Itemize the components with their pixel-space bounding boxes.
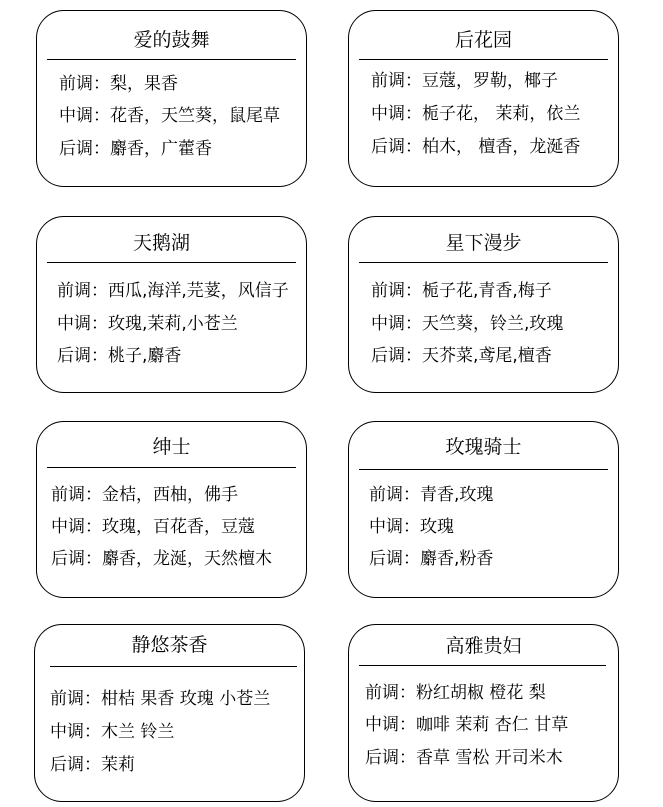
card-title: 玫瑰骑士 bbox=[445, 436, 522, 458]
middle-note bbox=[369, 516, 454, 538]
base-note-label: 后调： bbox=[50, 755, 101, 775]
card-title: 天鹅湖 bbox=[132, 232, 190, 254]
perfume-card-5 bbox=[36, 421, 307, 598]
base-note bbox=[57, 345, 181, 367]
top-note-value: 西瓜,海洋,芫荽，风信子 bbox=[108, 281, 289, 301]
card-title: 后花园 bbox=[454, 29, 512, 51]
top-note-value: 梨，果香 bbox=[110, 74, 178, 94]
title-divider bbox=[50, 666, 297, 667]
card-title: 绅士 bbox=[152, 436, 191, 458]
perfume-card-2 bbox=[348, 10, 619, 187]
top-note-label: 前调： bbox=[51, 485, 102, 505]
base-note-value: 柏木， 檀香，龙涎香 bbox=[422, 137, 581, 157]
card-title: 爱的鼓舞 bbox=[133, 29, 210, 51]
base-note bbox=[51, 548, 272, 570]
top-note bbox=[369, 484, 493, 506]
perfume-card-6 bbox=[348, 421, 619, 598]
middle-note-value: 玫瑰 bbox=[420, 517, 454, 537]
title-divider bbox=[359, 469, 608, 470]
middle-note-value: 木兰 铃兰 bbox=[101, 722, 175, 742]
top-note-label: 前调： bbox=[50, 689, 101, 709]
middle-note-value: 玫瑰,茉莉,小苍兰 bbox=[108, 314, 238, 334]
base-note-label: 后调： bbox=[369, 549, 420, 569]
top-note bbox=[371, 280, 552, 302]
middle-note bbox=[59, 105, 280, 127]
top-note-label: 前调： bbox=[371, 71, 422, 91]
base-note-value: 香草 雪松 开司米木 bbox=[416, 748, 563, 768]
base-note-value: 茉莉 bbox=[101, 755, 135, 775]
middle-note-value: 天竺葵，铃兰,玫瑰 bbox=[422, 314, 564, 334]
perfume-card-7 bbox=[34, 624, 305, 802]
base-note-label: 后调： bbox=[57, 346, 108, 366]
title-divider bbox=[359, 262, 608, 263]
top-note-label: 前调： bbox=[365, 683, 416, 703]
top-note-label: 前调： bbox=[59, 74, 110, 94]
card-title: 高雅贵妇 bbox=[445, 635, 522, 657]
middle-note-label: 中调： bbox=[365, 715, 416, 735]
top-note bbox=[50, 688, 270, 710]
top-note bbox=[57, 280, 289, 302]
perfume-card-4 bbox=[348, 216, 619, 393]
middle-note-label: 中调： bbox=[369, 517, 420, 537]
middle-note bbox=[365, 714, 568, 736]
middle-note bbox=[371, 103, 580, 125]
top-note-value: 金桔，西柚，佛手 bbox=[102, 485, 238, 505]
middle-note-label: 中调： bbox=[371, 104, 422, 124]
card-title: 静悠茶香 bbox=[131, 634, 208, 656]
middle-note bbox=[371, 313, 563, 335]
perfume-card-8 bbox=[348, 624, 619, 802]
base-note-label: 后调： bbox=[371, 137, 422, 157]
top-note-value: 豆蔻，罗勒，椰子 bbox=[422, 71, 558, 91]
middle-note-value: 咖啡 茉莉 杏仁 甘草 bbox=[416, 715, 569, 735]
base-note-label: 后调： bbox=[365, 748, 416, 768]
middle-note-label: 中调： bbox=[371, 314, 422, 334]
top-note bbox=[59, 73, 178, 95]
top-note-value: 粉红胡椒 橙花 梨 bbox=[416, 683, 546, 703]
base-note-value: 麝香,粉香 bbox=[420, 549, 494, 569]
base-note-value: 麝香，龙涎，天然檀木 bbox=[102, 549, 272, 569]
base-note-label: 后调： bbox=[51, 549, 102, 569]
top-note-value: 栀子花,青香,梅子 bbox=[422, 281, 552, 301]
base-note bbox=[365, 747, 563, 769]
top-note-value: 青香,玫瑰 bbox=[420, 485, 494, 505]
title-divider bbox=[359, 665, 606, 666]
top-note bbox=[365, 682, 546, 704]
top-note-value: 柑桔 果香 玫瑰 小苍兰 bbox=[101, 689, 271, 709]
middle-note-label: 中调： bbox=[50, 722, 101, 742]
base-note bbox=[50, 754, 135, 776]
middle-note-value: 花香，天竺葵，鼠尾草 bbox=[110, 106, 280, 126]
base-note-value: 天芥菜,鸢尾,檀香 bbox=[422, 346, 552, 366]
base-note bbox=[369, 548, 493, 570]
title-divider bbox=[47, 262, 296, 263]
middle-note bbox=[50, 721, 174, 743]
base-note-label: 后调： bbox=[371, 346, 422, 366]
title-divider bbox=[47, 467, 296, 468]
base-note bbox=[371, 136, 580, 158]
title-divider bbox=[47, 59, 296, 60]
top-note-label: 前调： bbox=[371, 281, 422, 301]
middle-note bbox=[57, 313, 238, 335]
base-note-label: 后调： bbox=[59, 139, 110, 159]
card-title: 星下漫步 bbox=[445, 232, 522, 254]
top-note bbox=[51, 484, 238, 506]
perfume-card-1 bbox=[36, 10, 307, 187]
base-note-value: 桃子,麝香 bbox=[108, 346, 182, 366]
perfume-card-3 bbox=[36, 216, 307, 393]
top-note-label: 前调： bbox=[57, 281, 108, 301]
middle-note bbox=[51, 516, 255, 538]
middle-note-value: 玫瑰，百花香，豆蔻 bbox=[102, 517, 255, 537]
middle-note-label: 中调： bbox=[57, 314, 108, 334]
base-note bbox=[371, 345, 552, 367]
base-note bbox=[59, 138, 212, 160]
top-note bbox=[371, 70, 558, 92]
middle-note-label: 中调： bbox=[51, 517, 102, 537]
middle-note-label: 中调： bbox=[59, 106, 110, 126]
middle-note-value: 栀子花， 茉莉，依兰 bbox=[422, 104, 581, 124]
title-divider bbox=[359, 59, 608, 60]
base-note-value: 麝香，广藿香 bbox=[110, 139, 212, 159]
top-note-label: 前调： bbox=[369, 485, 420, 505]
